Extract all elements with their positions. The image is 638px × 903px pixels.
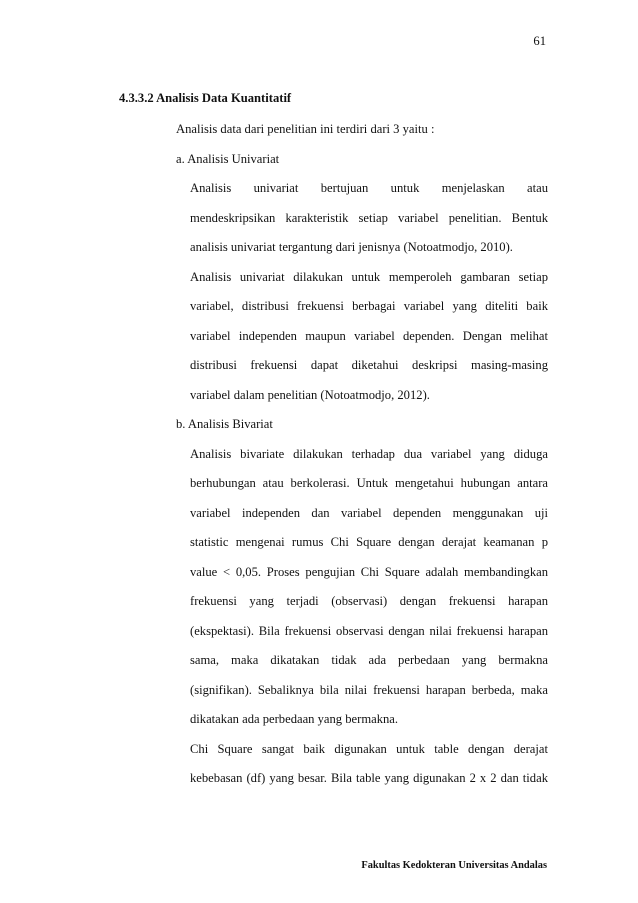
item-b-line: statistic mengenai rumus Chi Square dengan derajat keamanan p <box>190 535 548 549</box>
item-b-line: value < 0,05. Proses pengujian Chi Square adalah membandingkan <box>190 565 548 579</box>
item-b-line: berhubungan atau berkolerasi. Untuk mengetahui hubungan antara <box>190 476 548 490</box>
page-footer: Fakultas Kedokteran Universitas Andalas <box>361 860 547 871</box>
item-a-line: Analisis univariat dilakukan untuk memperoleh gambaran setiap <box>190 270 548 284</box>
item-b-line: variabel independen dan variabel dependen menggunakan uji <box>190 506 548 520</box>
item-b-line: Chi Square sangat baik digunakan untuk table dengan derajat <box>190 742 548 756</box>
item-a-line: variabel dalam penelitian (Notoatmodjo, 2012). <box>190 388 430 402</box>
intro-text: Analisis data dari penelitian ini terdiri dari 3 yaitu : <box>176 122 435 136</box>
section-heading: 4.3.3.2 Analisis Data Kuantitatif <box>119 91 292 105</box>
item-a-line: variabel independen maupun variabel dependen. Dengan melihat <box>190 329 548 343</box>
item-b-line: kebebasan (df) yang besar. Bila table yang digunakan 2 x 2 dan tidak <box>190 771 548 785</box>
item-b-line: (signifikan). Sebaliknya bila nilai frekuensi harapan berbeda, maka <box>190 683 548 697</box>
item-a-line: analisis univariat tergantung dari jenisnya (Notoatmodjo, 2010). <box>190 240 513 254</box>
item-a-line: mendeskripsikan karakteristik setiap variabel penelitian. Bentuk <box>190 211 548 225</box>
item-b-line: (ekspektasi). Bila frekuensi observasi dengan nilai frekuensi harapan <box>190 624 548 638</box>
item-b-line: sama, maka dikatakan tidak ada perbedaan yang bermakna <box>190 653 548 667</box>
item-a-line: distribusi frekuensi dapat diketahui deskripsi masing-masing <box>190 358 548 372</box>
page-number: 61 <box>533 34 546 48</box>
item-a-line: variabel, distribusi frekuensi berbagai variabel yang diteliti baik <box>190 299 548 313</box>
item-b-line: dikatakan ada perbedaan yang bermakna. <box>190 712 399 726</box>
item-b-line: Analisis bivariate dilakukan terhadap dua variabel yang diduga <box>190 447 548 461</box>
item-b-line: frekuensi yang terjadi (observasi) dengan frekuensi harapan <box>190 594 548 608</box>
item-a-label: a. Analisis Univariat <box>176 152 280 166</box>
item-a-line: Analisis univariat bertujuan untuk menjelaskan atau <box>190 181 548 195</box>
item-b-label: b. Analisis Bivariat <box>176 417 273 431</box>
